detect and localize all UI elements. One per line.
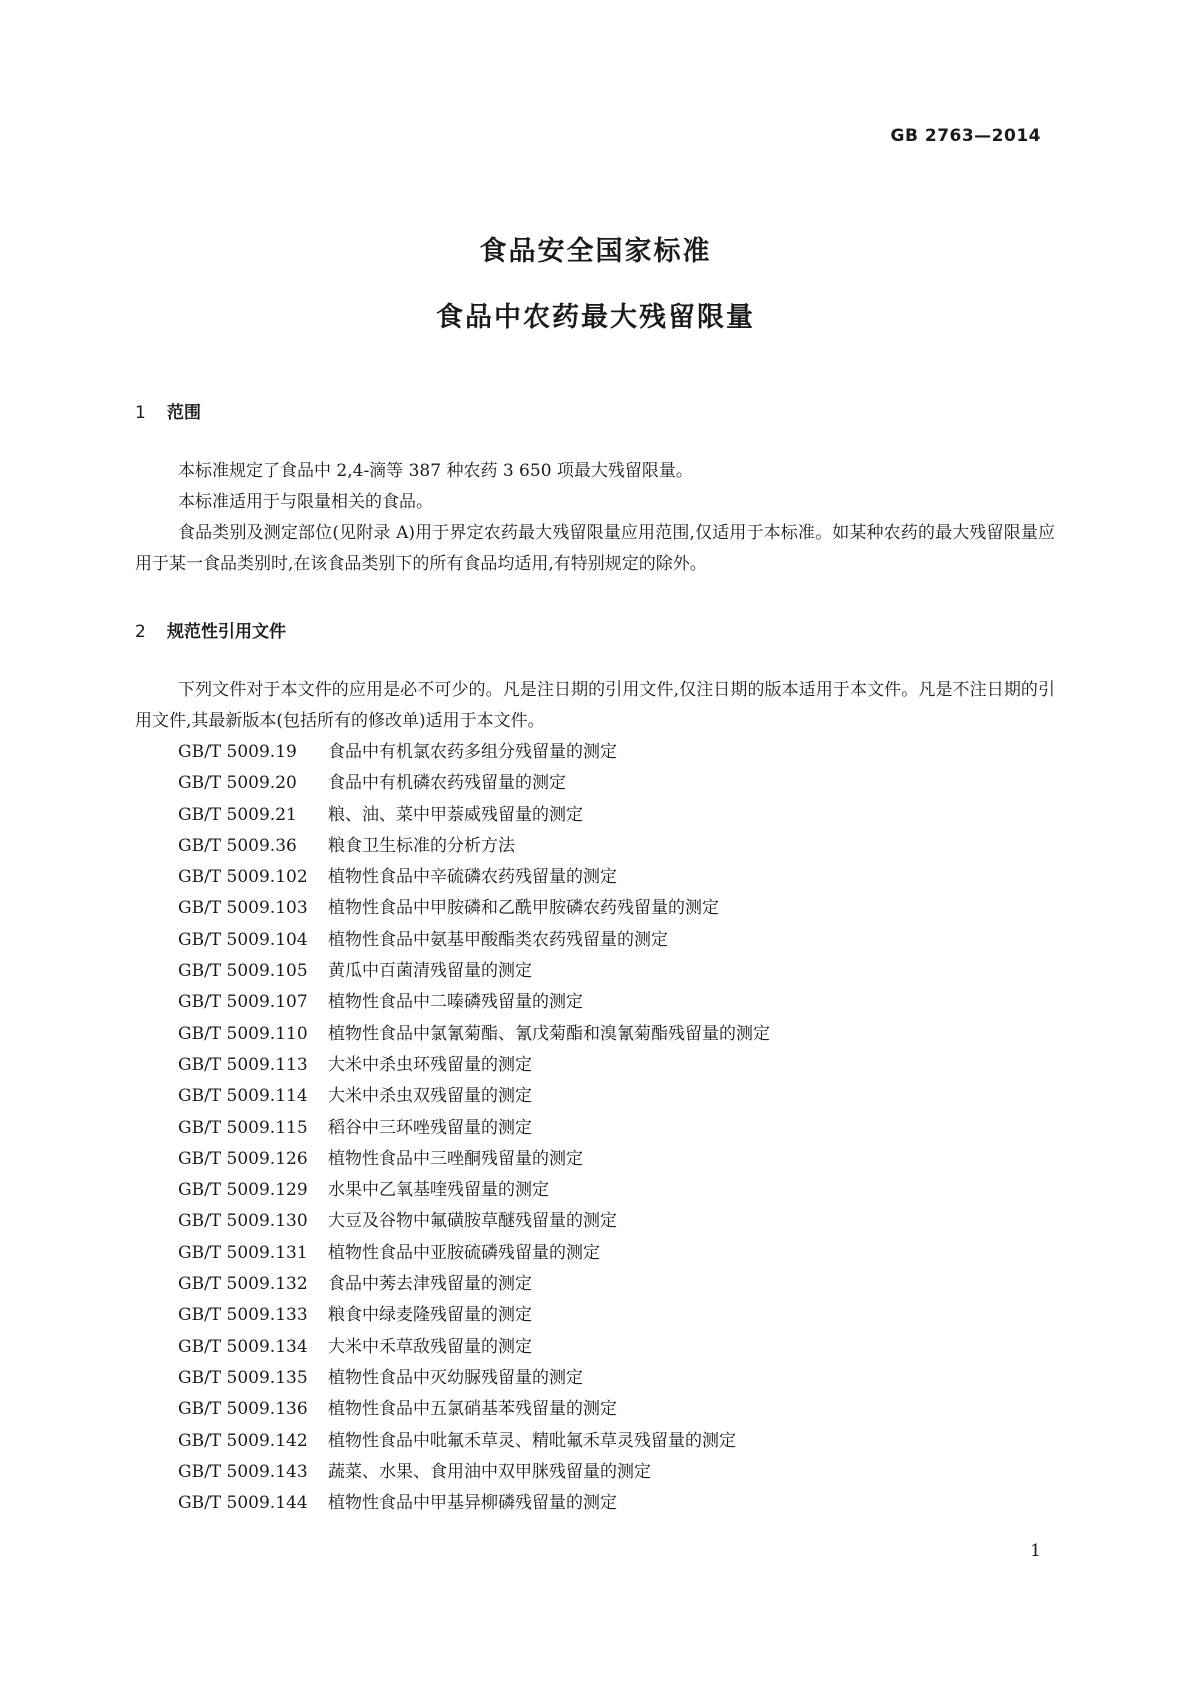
reference-item [178, 893, 770, 924]
reference-title: 大米中禾草敌残留量的测定 [328, 1336, 532, 1357]
reference-item [178, 1050, 770, 1081]
reference-item [178, 1206, 770, 1237]
reference-title: 稻谷中三环唑残留量的测定 [328, 1117, 532, 1138]
reference-title: 植物性食品中辛硫磷农药残留量的测定 [328, 867, 617, 888]
reference-title: 植物性食品中五氯硝基苯残留量的测定 [328, 1399, 617, 1420]
reference-title: 植物性食品中氨基甲酸酯类农药残留量的测定 [328, 929, 668, 950]
document-title-sub: 食品中农药最大残留限量 [436, 302, 755, 333]
reference-code: GB/T 5009.130 [178, 1211, 308, 1232]
page-number: 1 [1030, 1541, 1041, 1561]
reference-title: 蔬菜、水果、食用油中双甲脒残留量的测定 [328, 1461, 651, 1482]
reference-item [178, 1144, 770, 1175]
reference-item [178, 1300, 770, 1331]
reference-title: 植物性食品中甲胺磷和乙酰甲胺磷农药残留量的测定 [328, 898, 719, 919]
reference-item [178, 956, 770, 987]
reference-title: 粮、油、菜中甲萘威残留量的测定 [328, 804, 583, 825]
reference-item [178, 1488, 770, 1519]
reference-item [178, 1269, 770, 1300]
reference-item [178, 862, 770, 893]
reference-code: GB/T 5009.126 [178, 1148, 308, 1169]
standard-code: GB 2763—2014 [890, 126, 1041, 146]
reference-item [178, 768, 770, 799]
section-1-number: 1 [135, 403, 146, 423]
reference-code: GB/T 5009.136 [178, 1399, 308, 1420]
reference-item [178, 1332, 770, 1363]
reference-code: GB/T 5009.21 [178, 804, 297, 825]
reference-code: GB/T 5009.142 [178, 1430, 308, 1451]
reference-code: GB/T 5009.102 [178, 867, 308, 888]
reference-item [178, 987, 770, 1018]
reference-title: 植物性食品中灭幼脲残留量的测定 [328, 1367, 583, 1388]
reference-code: GB/T 5009.19 [178, 742, 297, 762]
reference-item [178, 800, 770, 831]
section-1-paragraph: 本标准适用于与限量相关的食品。 [178, 492, 433, 512]
reference-code: GB/T 5009.110 [178, 1023, 308, 1044]
section-2-number: 2 [135, 622, 146, 642]
reference-code: GB/T 5009.104 [178, 929, 308, 950]
reference-title: 植物性食品中亚胺硫磷残留量的测定 [328, 1242, 600, 1263]
document-title-main: 食品安全国家标准 [479, 236, 712, 267]
reference-code: GB/T 5009.103 [178, 898, 308, 919]
reference-title: 食品中有机氯农药多组分残留量的测定 [328, 742, 617, 762]
reference-title: 黄瓜中百菌清残留量的测定 [328, 961, 532, 982]
reference-code: GB/T 5009.129 [178, 1180, 308, 1201]
reference-list [178, 737, 770, 1519]
reference-code: GB/T 5009.143 [178, 1461, 308, 1482]
reference-item [178, 1457, 770, 1488]
reference-code: GB/T 5009.20 [178, 773, 297, 794]
reference-code: GB/T 5009.135 [178, 1367, 308, 1388]
reference-code: GB/T 5009.105 [178, 961, 308, 982]
reference-title: 粮食卫生标准的分析方法 [328, 835, 515, 856]
reference-code: GB/T 5009.114 [178, 1086, 308, 1107]
reference-title: 植物性食品中三唑酮残留量的测定 [328, 1148, 583, 1169]
section-1-paragraph: 本标准规定了食品中 2,4-滴等 387 种农药 3 650 项最大残留限量。 [178, 461, 693, 481]
reference-item [178, 925, 770, 956]
reference-title: 粮食中绿麦隆残留量的测定 [328, 1305, 532, 1326]
reference-code: GB/T 5009.131 [178, 1242, 308, 1263]
reference-title: 食品中有机磷农药残留量的测定 [328, 773, 566, 794]
reference-title: 水果中乙氧基喹残留量的测定 [328, 1180, 549, 1201]
section-1-paragraph: 食品类别及测定部位(见附录 A)用于界定农药最大残留限量应用范围,仅适用于本标准。如某种农药的最大残留限量应用于某一食品类别时,在该食品类别下的所有食品均适用,有特别规定的除外。 [135, 523, 1055, 574]
reference-item [178, 1363, 770, 1394]
reference-title: 植物性食品中甲基异柳磷残留量的测定 [328, 1493, 617, 1514]
reference-code: GB/T 5009.134 [178, 1336, 308, 1357]
reference-title: 植物性食品中氯氰菊酯、氰戊菊酯和溴氰菊酯残留量的测定 [328, 1023, 770, 1044]
reference-code: GB/T 5009.132 [178, 1274, 308, 1295]
reference-code: GB/T 5009.133 [178, 1305, 308, 1326]
reference-title: 大米中杀虫环残留量的测定 [328, 1054, 532, 1075]
reference-code: GB/T 5009.107 [178, 992, 308, 1013]
reference-item [178, 1113, 770, 1144]
reference-item [178, 1019, 770, 1050]
reference-item [178, 1175, 770, 1206]
reference-title: 植物性食品中二嗪磷残留量的测定 [328, 992, 583, 1013]
reference-code: GB/T 5009.36 [178, 835, 297, 856]
reference-item [178, 831, 770, 862]
reference-code: GB/T 5009.115 [178, 1117, 308, 1138]
section-1-heading [135, 398, 201, 423]
reference-item [178, 1426, 770, 1457]
reference-item [178, 1394, 770, 1425]
reference-code: GB/T 5009.113 [178, 1054, 308, 1075]
reference-item [178, 1238, 770, 1269]
reference-title: 植物性食品中吡氟禾草灵、精吡氟禾草灵残留量的测定 [328, 1430, 736, 1451]
reference-item [178, 1081, 770, 1112]
reference-item [178, 737, 770, 768]
section-2-intro: 下列文件对于本文件的应用是必不可少的。凡是注日期的引用文件,仅注日期的版本适用于本文件。凡是不注日期的引用文件,其最新版本(包括所有的修改单)适用于本文件。 [135, 680, 1055, 731]
reference-title: 食品中莠去津残留量的测定 [328, 1274, 532, 1295]
reference-title: 大米中杀虫双残留量的测定 [328, 1086, 532, 1107]
section-2-title: 规范性引用文件 [167, 622, 286, 642]
reference-code: GB/T 5009.144 [178, 1493, 308, 1514]
section-2-heading [135, 617, 286, 642]
section-1-title: 范围 [167, 403, 201, 423]
reference-title: 大豆及谷物中氟磺胺草醚残留量的测定 [328, 1211, 617, 1232]
